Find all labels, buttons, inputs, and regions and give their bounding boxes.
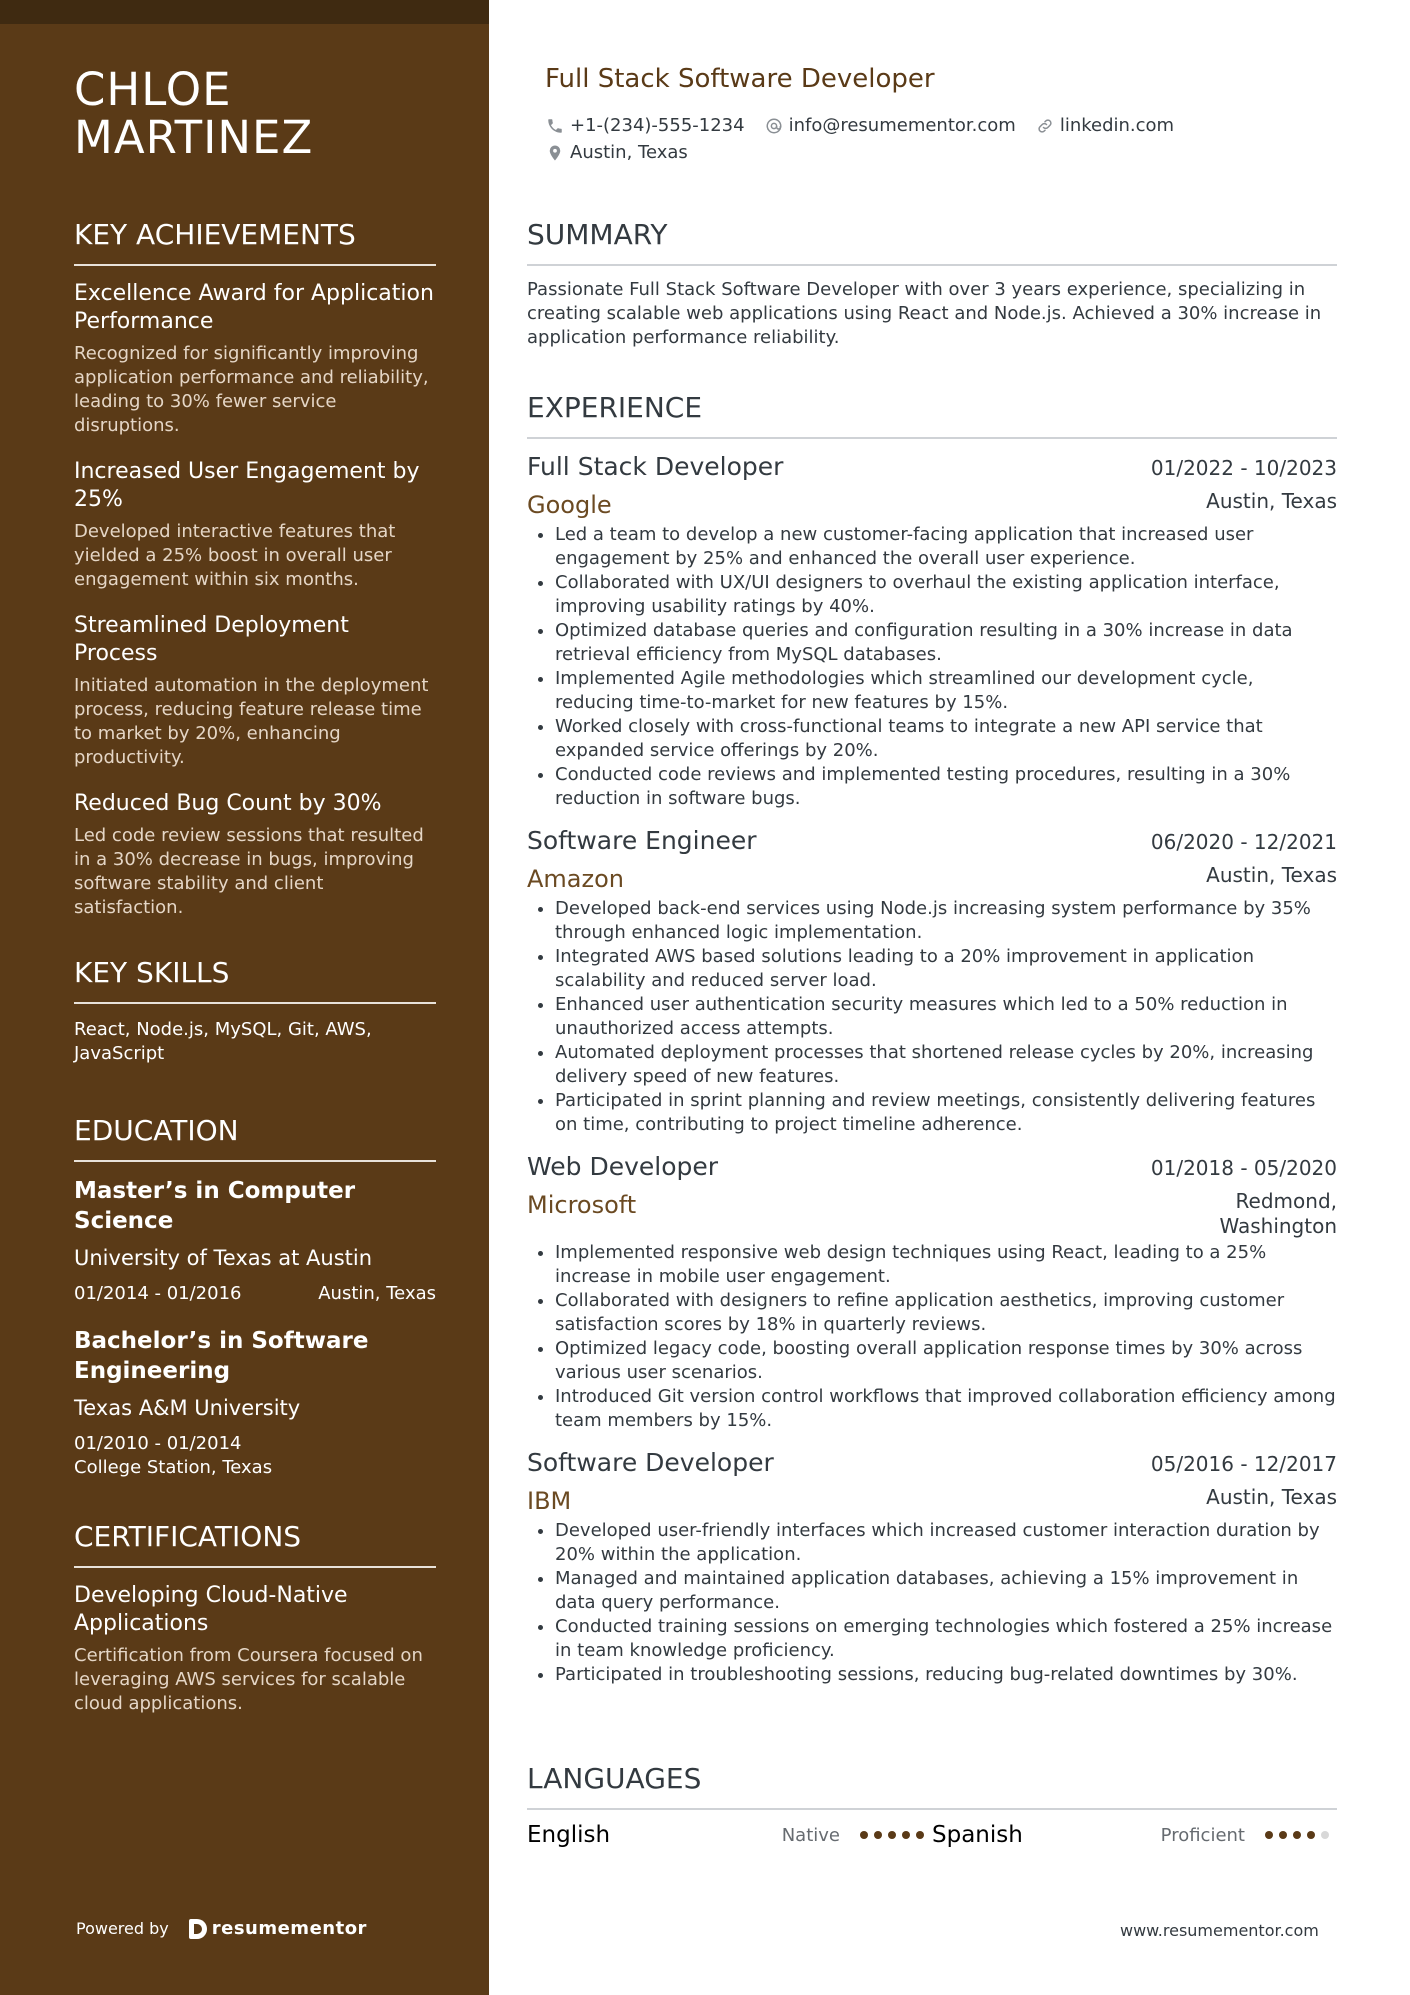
education-title: EDUCATION	[74, 1114, 436, 1162]
achievement-title: Streamlined Deployment Process	[74, 613, 349, 666]
job-bullet: • Developed back-end services using Node.js increasing system performance by 35% through enhanced logic implementation.	[555, 897, 1337, 945]
language-level: Native	[781, 1824, 840, 1846]
job-bullet: • Collaborated with designers to refine application aesthetics, improving customer satisfaction scores by 18% in quarterly reviews.	[555, 1289, 1337, 1337]
key-achievements-title: KEY ACHIEVEMENTS	[74, 218, 436, 266]
key-skills-title: KEY SKILLS	[74, 956, 436, 1004]
summary-title: SUMMARY	[527, 218, 1337, 266]
experience-title: EXPERIENCE	[527, 391, 1337, 439]
rating-dot-empty	[1321, 1831, 1329, 1839]
rating-dot-filled	[902, 1831, 910, 1839]
job-role: Software Developer	[527, 1448, 774, 1477]
job-entry	[527, 1447, 1337, 1687]
certifications-title: CERTIFICATIONS	[74, 1520, 436, 1568]
language-item	[527, 1822, 932, 1848]
linkedin-text[interactable]: linkedin.com	[1059, 115, 1175, 136]
language-rating	[1265, 1831, 1329, 1839]
job-bullet: • Optimized database queries and configuration resulting in a 30% increase in data retrieval efficiency from MySQL databases.	[555, 619, 1337, 667]
job-bullet: • Participated in troubleshooting sessions, reducing bug-related downtimes by 30%.	[555, 1663, 1337, 1687]
rating-dot-filled	[874, 1831, 882, 1839]
job-bullet: • Conducted code reviews and implemented testing procedures, resulting in a 30% reduction in software bugs.	[555, 763, 1337, 811]
skills-list: React, Node.js, MySQL, Git, AWS, JavaScript	[74, 1019, 372, 1064]
job-company: Google	[527, 491, 612, 519]
rating-dot-filled	[888, 1831, 896, 1839]
contact-info	[546, 112, 1174, 166]
at-icon	[765, 117, 783, 135]
job-bullet: • Worked closely with cross-functional teams to integrate a new API service that expanded service offerings by 20%.	[555, 715, 1337, 763]
achievement-desc: Developed interactive features that yielded a 25% boost in overall user engagement within six months.	[74, 521, 396, 590]
job-bullet: • Developed user-friendly interfaces which increased customer interaction duration by 20% within the application.	[555, 1519, 1337, 1567]
education-dates: 01/2010 - 01/2014	[74, 1433, 242, 1454]
languages-section	[527, 1762, 1337, 1848]
job-dates: 05/2016 - 12/2017	[1150, 1452, 1337, 1476]
achievement-desc: Initiated automation in the deployment process, reducing feature release time to market by 20%, enhancing productivity.	[74, 675, 429, 768]
location-pin-icon	[546, 144, 564, 162]
headline: Full Stack Software Developer	[545, 64, 935, 94]
powered-by	[76, 1918, 367, 1939]
first-name: CHLOE	[74, 63, 232, 116]
rating-dot-filled	[860, 1831, 868, 1839]
job-bullet: • Conducted training sessions on emerging technologies which fostered a 25% increase in team knowledge proficiency.	[555, 1615, 1337, 1663]
job-bullet: • Introduced Git version control workflows that improved collaboration efficiency among team members by 15%.	[555, 1385, 1337, 1433]
job-bullet: • Participated in sprint planning and review meetings, consistently delivering features on time, contributing to project timeline adherence.	[555, 1089, 1337, 1137]
language-level: Proficient	[1160, 1824, 1245, 1846]
achievement-item	[74, 612, 436, 770]
contact-linkedin	[1036, 115, 1174, 136]
education-meta	[74, 1282, 436, 1306]
achievement-title: Excellence Award for Application Performance	[74, 281, 434, 334]
resumementor-logo-icon	[189, 1919, 207, 1939]
job-bullet: • Automated deployment processes that shortened release cycles by 20%, increasing delivery speed of new features.	[555, 1041, 1337, 1089]
job-company: IBM	[527, 1487, 572, 1515]
education-school: Texas A&M University	[74, 1396, 301, 1420]
summary-text: Passionate Full Stack Software Developer with over 3 years experience, specializing in creating scalable web applications using React and Node.js. Achieved a 30% increase in application performance reliability.	[527, 279, 1322, 348]
languages-title: LANGUAGES	[527, 1762, 1337, 1810]
job-bullets	[527, 897, 1337, 1137]
education-school: University of Texas at Austin	[74, 1246, 373, 1270]
job-bullet: • Collaborated with UX/UI designers to overhaul the existing application interface, improving usability ratings by 40%.	[555, 571, 1337, 619]
experience-section	[527, 391, 1337, 1701]
job-bullet: • Enhanced user authentication security measures which led to a 50% reduction in unauthorized access attempts.	[555, 993, 1337, 1041]
email-text[interactable]: info@resumementor.com	[788, 115, 1016, 136]
phone-icon	[546, 117, 564, 135]
education-item	[74, 1326, 436, 1480]
certification-desc: Certification from Coursera focused on leveraging AWS services for scalable cloud applications.	[74, 1645, 423, 1714]
location-text: Austin, Texas	[570, 142, 688, 163]
contact-phone	[546, 115, 745, 136]
education-section	[74, 1114, 436, 1480]
powered-by-label: Powered by	[76, 1919, 169, 1938]
job-location: Austin, Texas	[1206, 1485, 1337, 1509]
sidebar-top-bar	[0, 0, 489, 24]
language-rating	[860, 1831, 924, 1839]
rating-dot-filled	[1279, 1831, 1287, 1839]
job-role: Software Engineer	[527, 826, 757, 855]
job-entry	[527, 1151, 1337, 1433]
education-degree: Bachelor’s in Software Engineering	[74, 1328, 369, 1384]
job-entry	[527, 825, 1337, 1137]
candidate-name	[74, 63, 436, 164]
phone-text[interactable]: +1-(234)-555-1234	[570, 115, 745, 136]
achievement-title: Reduced Bug Count by 30%	[74, 791, 382, 816]
contact-email	[765, 115, 1016, 136]
job-dates: 06/2020 - 12/2021	[1150, 830, 1337, 854]
education-location: Austin, Texas	[318, 1283, 436, 1304]
job-location: Redmond, Washington	[1219, 1189, 1337, 1238]
education-item	[74, 1176, 436, 1306]
job-bullet: • Integrated AWS based solutions leading to a 20% improvement in application scalability and reduced server load.	[555, 945, 1337, 993]
job-dates: 01/2018 - 05/2020	[1150, 1156, 1337, 1180]
job-location: Austin, Texas	[1206, 489, 1337, 513]
job-entry	[527, 451, 1337, 811]
job-bullet: • Implemented Agile methodologies which streamlined our development cycle, reducing time-to-market for new features by 15%.	[555, 667, 1337, 715]
language-name: Spanish	[932, 1822, 1023, 1848]
language-name: English	[527, 1822, 611, 1848]
job-bullets	[527, 523, 1337, 811]
achievement-desc: Led code review sessions that resulted in a 30% decrease in bugs, improving software stability and client satisfaction.	[74, 825, 424, 918]
achievement-item	[74, 280, 436, 438]
job-bullet: • Managed and maintained application databases, achieving a 15% improvement in data query performance.	[555, 1567, 1337, 1615]
job-dates: 01/2022 - 10/2023	[1150, 456, 1337, 480]
job-company: Microsoft	[527, 1191, 637, 1219]
summary-section	[527, 218, 1337, 350]
achievement-desc: Recognized for significantly improving application performance and reliability, leading to 30% fewer service disruptions.	[74, 343, 429, 436]
rating-dot-filled	[916, 1831, 924, 1839]
rating-dot-filled	[1307, 1831, 1315, 1839]
job-role: Full Stack Developer	[527, 452, 784, 481]
achievement-title: Increased User Engagement by 25%	[74, 459, 420, 512]
job-bullets	[527, 1241, 1337, 1433]
job-bullet: • Optimized legacy code, boosting overall application response times by 30% across various user scenarios.	[555, 1337, 1337, 1385]
footer-url[interactable]: www.resumementor.com	[1120, 1921, 1319, 1940]
rating-dot-filled	[1265, 1831, 1273, 1839]
education-location: College Station, Texas	[74, 1457, 273, 1478]
link-icon	[1036, 117, 1054, 135]
language-item	[932, 1822, 1337, 1848]
resumementor-logo[interactable]	[189, 1918, 367, 1939]
rating-dot-filled	[1293, 1831, 1301, 1839]
job-bullet: • Led a team to develop a new customer-facing application that increased user engagement by 25% and enhanced the overall user experience.	[555, 523, 1337, 571]
education-meta	[74, 1432, 436, 1480]
certification-title: Developing Cloud-Native Applications	[74, 1583, 348, 1636]
certifications-section	[74, 1520, 436, 1716]
achievement-item	[74, 790, 436, 920]
resumementor-brand-text: resumementor	[211, 1918, 367, 1939]
key-skills-section	[74, 956, 436, 1066]
job-company: Amazon	[527, 865, 624, 893]
education-degree: Master’s in Computer Science	[74, 1178, 356, 1234]
job-location: Austin, Texas	[1206, 863, 1337, 887]
sidebar	[0, 0, 489, 1995]
last-name: MARTINEZ	[74, 111, 314, 164]
key-achievements-section	[74, 218, 436, 920]
job-role: Web Developer	[527, 1152, 719, 1181]
achievement-item	[74, 458, 436, 592]
contact-location	[546, 142, 688, 163]
job-bullets	[527, 1519, 1337, 1687]
job-bullet: • Implemented responsive web design techniques using React, leading to a 25% increase in mobile user engagement.	[555, 1241, 1337, 1289]
education-dates: 01/2014 - 01/2016	[74, 1283, 242, 1304]
